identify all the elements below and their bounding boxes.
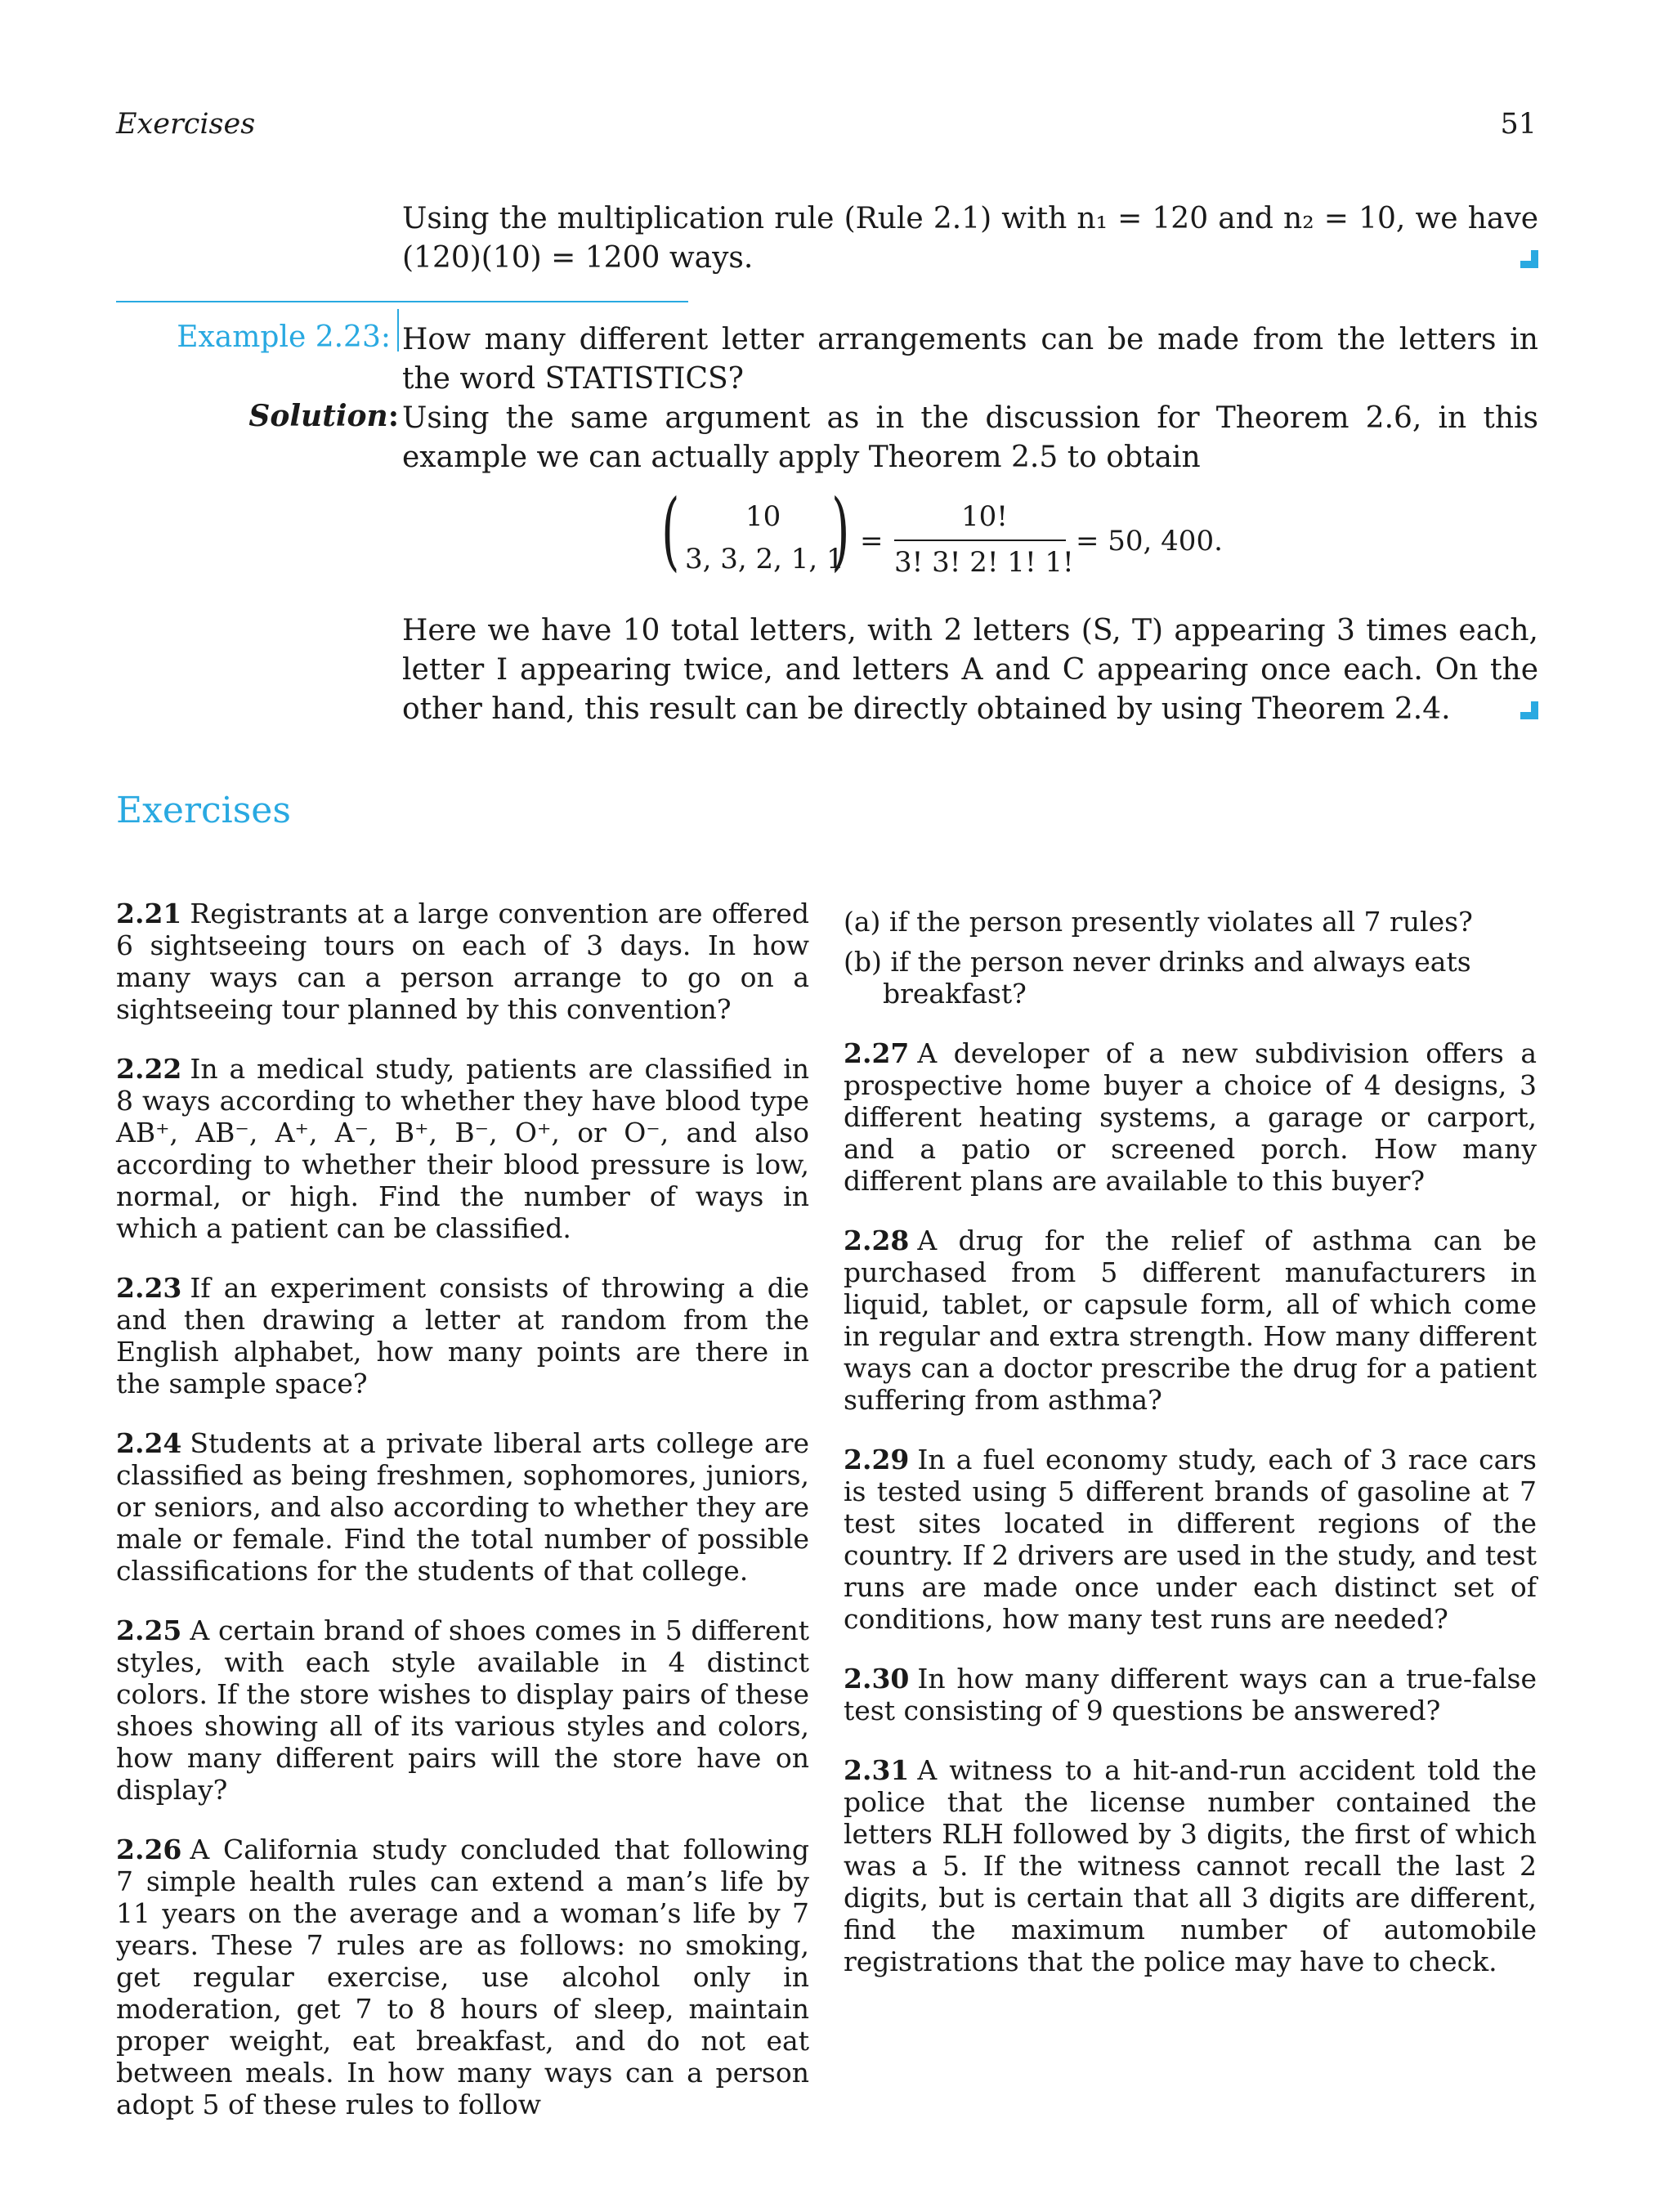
exercise-item bbox=[844, 1663, 1537, 1726]
exercise-part-a: (a) if the person presently violates all 7 rules? bbox=[844, 906, 1473, 938]
exercise-number: 2.28 bbox=[844, 1225, 910, 1256]
page-number: 51 bbox=[1500, 108, 1537, 141]
exercise-text: In a fuel economy study, each of 3 race cars is tested using 5 different brands of gasoline at 7 test sites located in different regions of the country. If 2 drivers are used in the study, and test runs are made once under each distinct set of conditions, how many test runs are needed? bbox=[844, 1444, 1537, 1635]
running-header-title: Exercises bbox=[116, 108, 256, 141]
exercise-text: Registrants at a large convention are offered 6 sightseeing tours on each of 3 days. In how many ways can a person arrange to go on a sightseeing tour planned by this convention? bbox=[116, 898, 809, 1025]
exercises-left-column bbox=[116, 898, 809, 2148]
exercise-item bbox=[844, 1754, 1537, 1977]
exercise-number: 2.25 bbox=[116, 1614, 182, 1646]
exercise-item bbox=[844, 1037, 1537, 1197]
example-label: Example 2.23: bbox=[177, 320, 391, 354]
formula-top: 10 bbox=[745, 500, 781, 533]
exercise-text: A witness to a hit-and-run accident told the police that the license number contained the letters RLH followed by 3 digits, the first of which was a 5. If the witness cannot recall the last 2 digits, but is certain that all 3 digits are different, find the maximum number of automobile registrations that the police may have to check. bbox=[844, 1754, 1537, 1977]
exercise-item bbox=[116, 898, 809, 1025]
right-paren: ) bbox=[831, 481, 850, 580]
exercise-item bbox=[116, 1614, 809, 1806]
exercise-item bbox=[844, 1225, 1537, 1416]
formula-bottom: 3, 3, 2, 1, 1 bbox=[685, 543, 844, 575]
solution-explanation bbox=[402, 611, 1538, 729]
exercise-number: 2.29 bbox=[844, 1444, 910, 1475]
example-question: How many different letter arrangements can be made from the letters in the word STATISTICS? bbox=[402, 323, 1538, 396]
solution-label: Solution: bbox=[248, 399, 399, 433]
exercise-text: In a medical study, patients are classified in 8 ways according to whether they have blood type AB⁺, AB⁻, A⁺, A⁻, B⁺, B⁻, O⁺, or O⁻, and also according to whether their blood pressure is low, normal, or high. Find the number of ways in which a patient can be classified. bbox=[116, 1053, 809, 1244]
running-header bbox=[116, 108, 1537, 141]
intro-text: Using the multiplication rule (Rule 2.1) with n₁ = 120 and n₂ = 10, we have (120)(10) = 1200 ways. bbox=[402, 202, 1538, 275]
example-label-bar bbox=[397, 309, 399, 352]
solution-explanation-text: Here we have 10 total letters, with 2 letters (S, T) appearing 3 times each, letter I appearing twice, and letters A and C appearing once each. On the other hand, this result can be directly obtained by using Theorem 2.4. bbox=[402, 614, 1538, 726]
example-divider bbox=[116, 301, 688, 302]
exercise-number: 2.30 bbox=[844, 1663, 910, 1695]
formula-denominator: 3! 3! 2! 1! 1! bbox=[894, 546, 1074, 579]
exercise-text: If an experiment consists of throwing a die and then drawing a letter at random from the English alphabet, how many points are there in the sample space? bbox=[116, 1272, 809, 1399]
exercise-text: A California study concluded that following 7 simple health rules can extend a man’s life by 11 years on the average and a woman’s life by 7 years. These 7 rules are as follows: no smoking, get regular exercise, use alcohol only in moderation, get 7 to 8 hours of sleep, maintain proper weight, eat breakfast, and do not eat between meals. In how many ways can a person adopt 5 of these rules to follow bbox=[116, 1834, 809, 2120]
exercise-parts bbox=[844, 906, 1537, 1010]
exercise-part-b: (b) if the person never drinks and always eats breakfast? bbox=[844, 946, 1471, 1010]
end-of-proof-icon bbox=[1520, 250, 1538, 268]
formula-numerator: 10! bbox=[961, 500, 1008, 533]
exercise-number: 2.23 bbox=[116, 1272, 182, 1304]
exercise-item bbox=[116, 1053, 809, 1244]
exercise-item bbox=[844, 1444, 1537, 1635]
section-heading: Exercises bbox=[116, 790, 291, 831]
exercise-item bbox=[116, 1272, 809, 1399]
exercise-number: 2.21 bbox=[116, 898, 182, 929]
exercise-number: 2.24 bbox=[116, 1427, 182, 1459]
exercise-number: 2.26 bbox=[116, 1834, 182, 1865]
exercise-text: In how many different ways can a true-false test consisting of 9 questions be answered? bbox=[844, 1663, 1537, 1726]
end-of-solution-icon bbox=[1520, 701, 1538, 719]
exercise-text: A certain brand of shoes comes in 5 different styles, with each style available in 4 distinct colors. If the store wishes to display pairs of these shoes showing all of its various styles and colors, how many different pairs will the store have on display? bbox=[116, 1614, 809, 1806]
exercises-right-column bbox=[844, 898, 1537, 2005]
solution-text: Using the same argument as in the discussion for Theorem 2.6, in this example we can actually apply Theorem 2.5 to obtain bbox=[402, 401, 1538, 474]
solution-label-text: Solution bbox=[248, 399, 388, 433]
exercise-number: 2.31 bbox=[844, 1754, 910, 1786]
exercise-text: A drug for the relief of asthma can be purchased from 5 different manufacturers in liquid, tablet, or capsule form, all of which come in regular and extra strength. How many different ways can a doctor prescribe the drug for a patient suffering from asthma? bbox=[844, 1225, 1537, 1416]
exercise-number: 2.27 bbox=[844, 1037, 910, 1069]
formula-result: = 50, 400. bbox=[1076, 525, 1223, 557]
exercise-text: Students at a private liberal arts college are classified as being freshmen, sophomores, juniors, or seniors, and also according to whether they are male or female. Find the total number of possible classifications for the students of that college. bbox=[116, 1427, 809, 1587]
equals-sign: = bbox=[860, 525, 884, 557]
exercise-item bbox=[116, 1427, 809, 1587]
exercise-number: 2.22 bbox=[116, 1053, 182, 1085]
left-paren: ( bbox=[661, 481, 680, 580]
exercise-text: A developer of a new subdivision offers a prospective home buyer a choice of 4 designs, 3 different heating systems, a garage or carport, and a patio or screened porch. How many different plans are available to this buyer? bbox=[844, 1037, 1537, 1197]
fraction-bar bbox=[894, 540, 1066, 541]
multinomial-formula bbox=[661, 481, 1236, 584]
exercise-item bbox=[116, 1834, 809, 2120]
intro-paragraph bbox=[402, 199, 1538, 278]
